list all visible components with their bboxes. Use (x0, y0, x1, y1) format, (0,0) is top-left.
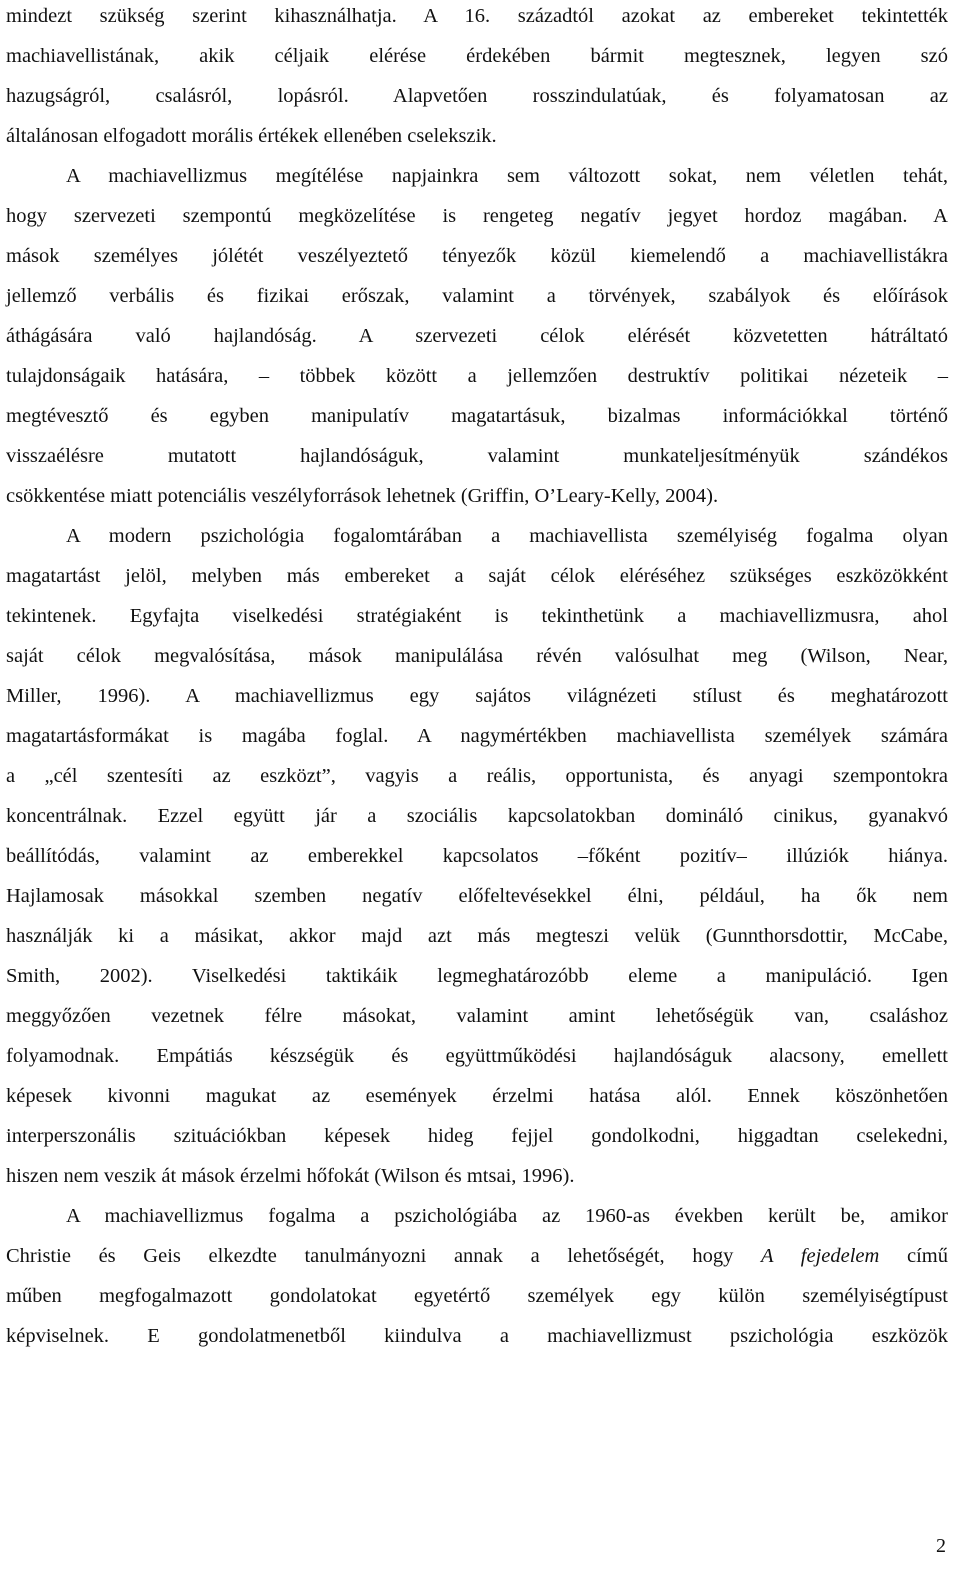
text-line: A machiavellizmus megítélése napjainkra sem változott sokat, nem véletlen tehát, (66, 165, 948, 187)
text-line-with-title (6, 1236, 948, 1276)
page-number: 2 (936, 1535, 946, 1557)
text-line: tulajdonságaik hatására, – többek között a jellemzően destruktív politikai nézeteik – (6, 365, 948, 387)
text-line: A modern pszichológia fogalomtárában a machiavellista személyiség fogalma olyan (66, 525, 948, 547)
text-line: műben megfogalmazott gondolatokat egyetértő személyek egy külön személyiségtípust (6, 1285, 948, 1307)
text-line: hogy szervezeti szempontú megközelítése is rengeteg negatív jegyet hordoz magában. A (6, 205, 948, 227)
text-line: képviselnek. E gondolatmenetből kiindulva a machiavellizmust pszichológia eszközök (6, 1325, 948, 1347)
text-line: áthágására való hajlandóság. A szervezeti célok elérését közvetetten hátráltató (6, 325, 948, 347)
text-line: magatartásformákat is magába foglal. A nagymértékben machiavellista személyek számára (6, 725, 948, 747)
paragraph-1 (6, 0, 948, 156)
text-line: használják ki a másikat, akkor majd azt más megteszi velük (Gunnthorsdottir, McCabe, (6, 925, 948, 947)
text-line: csökkentése miatt potenciális veszélyforrások lehetnek (Griffin, O’Leary-Kelly, 2004). (6, 485, 719, 507)
text-line: a „cél szentesíti az eszközt”, vagyis a reális, opportunista, és anyagi szempontokra (6, 765, 948, 787)
text-line: A machiavellizmus fogalma a pszichológiába az 1960-as években került be, amikor (66, 1205, 948, 1227)
paragraph-3 (6, 516, 948, 1196)
text-line: mindezt szükség szerint kihasználhatja. A 16. századtól azokat az embereket tekintették (6, 5, 948, 27)
paragraph-2 (6, 156, 948, 516)
text-line: machiavellistának, akik céljaik elérése érdekében bármit megtesznek, legyen szó (6, 45, 948, 67)
text-line: magatartást jelöl, melyben más embereket a saját célok eléréséhez szükséges eszközökként (6, 565, 948, 587)
text-line: Smith, 2002). Viselkedési taktikáik legmeghatározóbb eleme a manipuláció. Igen (6, 965, 948, 987)
document-page (6, 0, 948, 1356)
text-line: képesek kivonni magukat az események érzelmi hatása alól. Ennek köszönhetően (6, 1085, 948, 1107)
text-line: tekintenek. Egyfajta viselkedési stratégiaként is tekinthetünk a machiavellizmusra, ahol (6, 605, 948, 627)
book-title: A fejedelem (760, 1245, 880, 1267)
text-line: megtévesztő és egyben manipulatív magatartásuk, bizalmas információkkal történő (6, 405, 948, 427)
text-line: hazugságról, csalásról, lopásról. Alapvetően rosszindulatúak, és folyamatosan az (6, 85, 948, 107)
text-segment: című (907, 1245, 948, 1267)
text-line: visszaélésre mutatott hajlandóságuk, valamint munkateljesítményük szándékos (6, 445, 948, 467)
text-line: saját célok megvalósítása, mások manipulálása révén valósulhat meg (Wilson, Near, (6, 645, 948, 667)
text-line: folyamodnak. Empátiás készségük és együttműködési hajlandóságuk alacsony, emellett (6, 1045, 948, 1067)
text-line: mások személyes jólétét veszélyeztető tényezők közül kiemelendő a machiavellistákra (6, 245, 948, 267)
text-line: Hajlamosak másokkal szemben negatív előfeltevésekkel élni, például, ha ők nem (6, 885, 948, 907)
text-line: beállítódás, valamint az emberekkel kapcsolatos –főként pozitív– illúziók hiánya. (6, 845, 948, 867)
text-line: interperszonális szituációkban képesek hideg fejjel gondolkodni, higgadtan cselekedni, (6, 1125, 948, 1147)
text-line: jellemző verbális és fizikai erőszak, valamint a törvények, szabályok és előírások (6, 285, 948, 307)
text-segment: Christie és Geis elkezdte tanulmányozni annak a lehetőségét, hogy (6, 1245, 734, 1267)
text-line: koncentrálnak. Ezzel együtt jár a szociális kapcsolatokban domináló cinikus, gyanakvó (6, 805, 948, 827)
text-line: meggyőzően vezetnek félre másokat, valamint amint lehetőségük van, csaláshoz (6, 1005, 948, 1027)
text-line: általánosan elfogadott morális értékek ellenében cselekszik. (6, 125, 497, 147)
text-line: hiszen nem veszik át mások érzelmi hőfokát (Wilson és mtsai, 1996). (6, 1165, 575, 1187)
paragraph-4 (6, 1196, 948, 1356)
text-line: Miller, 1996). A machiavellizmus egy sajátos világnézeti stílust és meghatározott (6, 685, 948, 707)
